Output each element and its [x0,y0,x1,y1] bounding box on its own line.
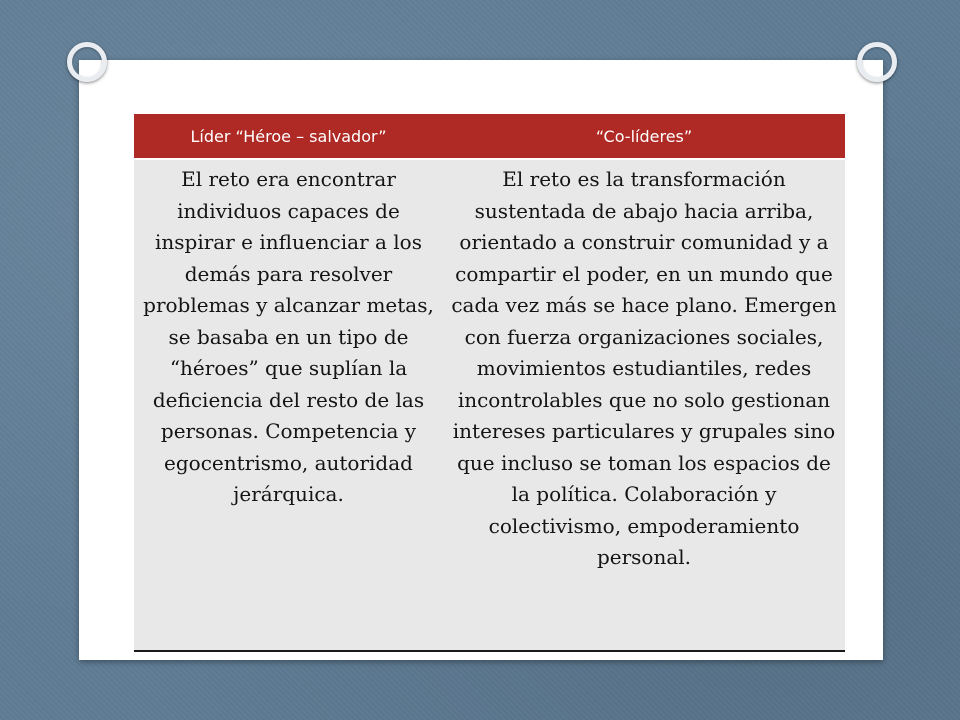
co-leaders-text: El reto es la transformación sustentada de abajo hacia arriba, orientado a construir comunidad y a compartir el poder, en un mundo que cada vez más se hace plano. Emergen con fuerza organizaciones sociales, movimientos estudiantiles, redes incontrolables que no solo gestionan intereses particulares y grupales sino que incluso se toman los espacios de la política. Colaboración y colectivismo, empoderamiento personal. [451,167,837,569]
binder-ring-left-icon [67,42,107,82]
header-hero-leader: Líder “Héroe – salvador” [134,114,443,159]
table-row [134,159,845,651]
hero-leader-text: El reto era encontrar individuos capaces de inspirar e influenciar a los demás para resolver problemas y alcanzar metas, se basaba en un tipo de “héroes” que suplían la deficiencia del resto de las personas. Competencia y egocentrismo, autoridad jerárquica. [143,167,434,506]
cell-co-leaders-description [443,159,845,651]
cell-hero-leader-description [134,159,443,651]
comparison-table [134,114,845,652]
table-header-row [134,114,845,159]
binder-ring-right-icon [857,42,897,82]
header-co-leaders: “Co-líderes” [443,114,845,159]
